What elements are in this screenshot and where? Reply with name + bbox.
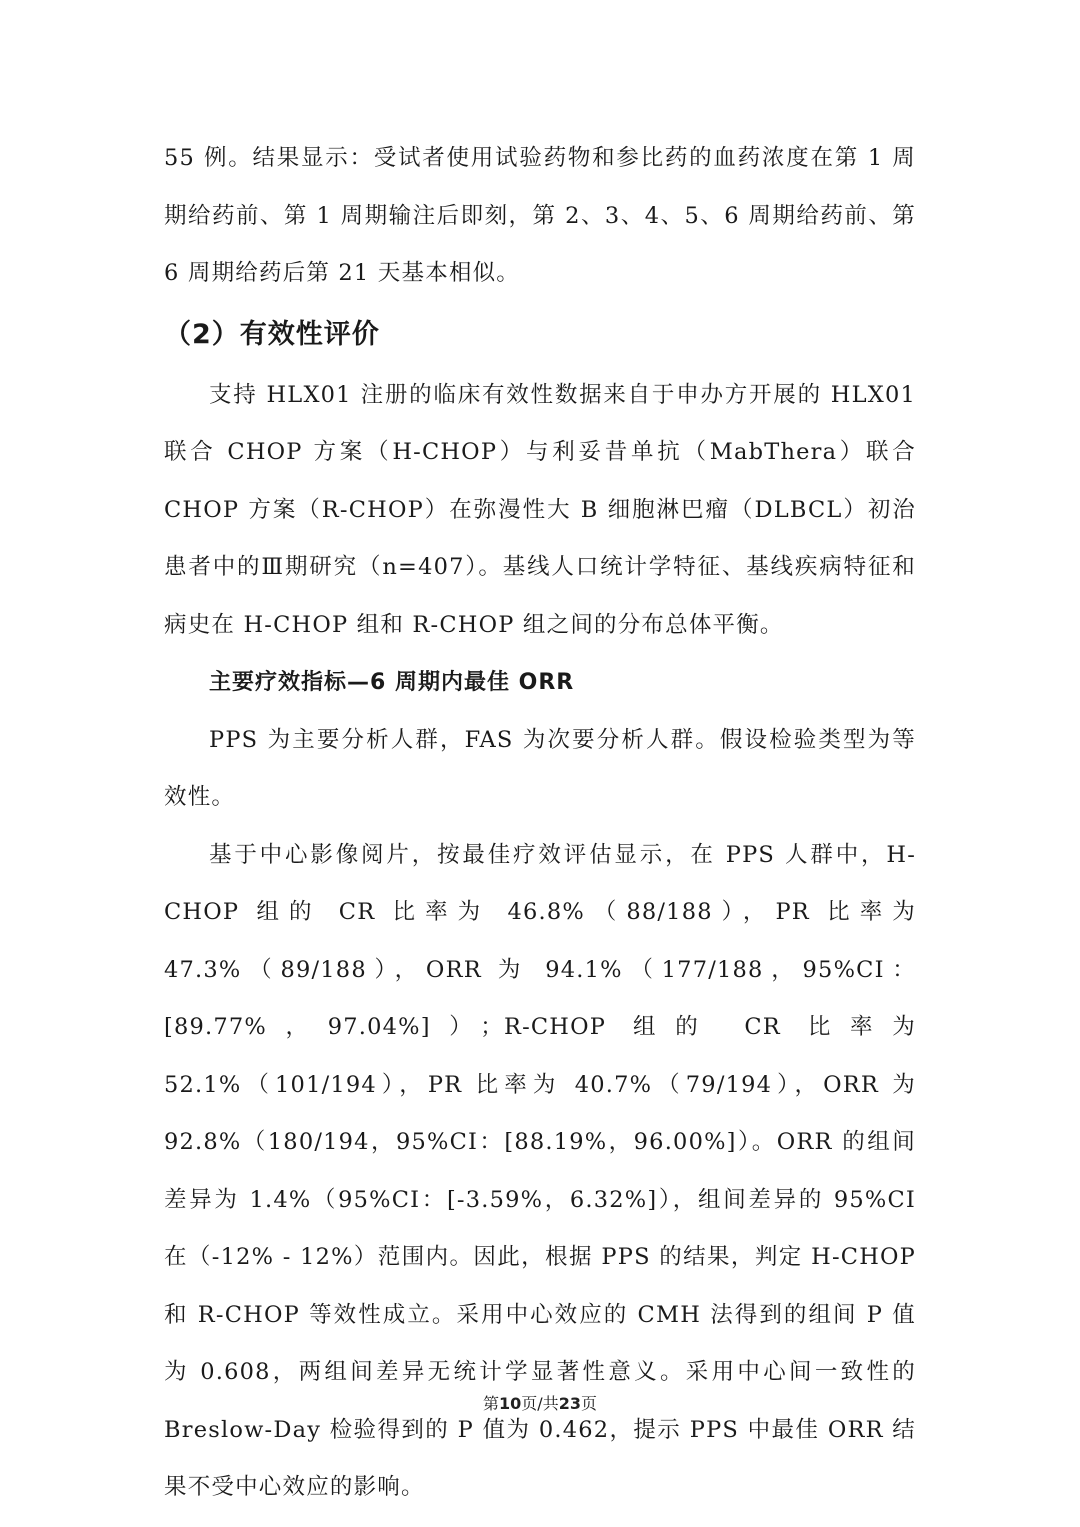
page-footer bbox=[0, 1392, 1080, 1416]
subheading-primary-endpoint: 主要疗效指标—6 周期内最佳 ORR bbox=[209, 670, 575, 695]
footer-middle: 页/共 bbox=[521, 1394, 559, 1413]
paragraph-study-overview: 支持 HLX01 注册的临床有效性数据来自于申办方开展的 HLX01 联合 CHOP 方案（H-CHOP）与利妥昔单抗（MabThera）联合 CHOP 方案（R-CHOP）在弥漫性大 B 细胞淋巴瘤（DLBCL）初治患者中的Ⅲ期研究（n=407）。基线人口统计学特征、基线疾病特征和病史在 H-CHOP 组和 R-CHOP 组之间的分布总体平衡。 bbox=[164, 381, 916, 638]
footer-prefix: 第 bbox=[483, 1394, 500, 1413]
footer-total-pages: 23 bbox=[558, 1394, 581, 1413]
paragraph-orr-results: 基于中心影像阅片，按最佳疗效评估显示，在 PPS 人群中，H-CHOP 组的 CR 比率为 46.8%（88/188），PR 比率为 47.3%（89/188），ORR 为 94.1%（177/188，95%CI：[89.77%，97.04%]）；R-CHOP 组的 CR 比率为 52.1%（101/194），PR 比率为 40.7%（79/194），ORR 为 92.8%（180/194，95%CI：[88.19%，96.00%]）。ORR 的组间差异为 1.4%（95%CI：[-3.59%，6.32%]），组间差异的 95%CI 在（-12% - 12%）范围内。因此，根据 PPS 的结果，判定 H-CHOP 和 R-CHOP 等效性成立。采用中心效应的 CMH 法得到的组间 P 值为 0.608，两组间差异无统计学显著性意义。采用中心间一致性的 Breslow-Day 检验得到的 P 值为 0.462，提示 PPS 中最佳 ORR 结果不受中心效应的影响。 bbox=[164, 841, 916, 1500]
footer-current-page: 10 bbox=[499, 1394, 522, 1413]
footer-suffix: 页 bbox=[580, 1394, 597, 1413]
section-heading-efficacy: （2）有效性评价 bbox=[164, 318, 380, 350]
paragraph-analysis-population: PPS 为主要分析人群，FAS 为次要分析人群。假设检验类型为等效性。 bbox=[164, 726, 916, 810]
page-body bbox=[164, 130, 916, 1517]
paragraph-pk-results: 55 例。结果显示：受试者使用试验药物和参比药的血药浓度在第 1 周期给药前、第 1 周期输注后即刻，第 2、3、4、5、6 周期给药前、第 6 周期给药后第 21 天基本相似。 bbox=[164, 145, 916, 286]
